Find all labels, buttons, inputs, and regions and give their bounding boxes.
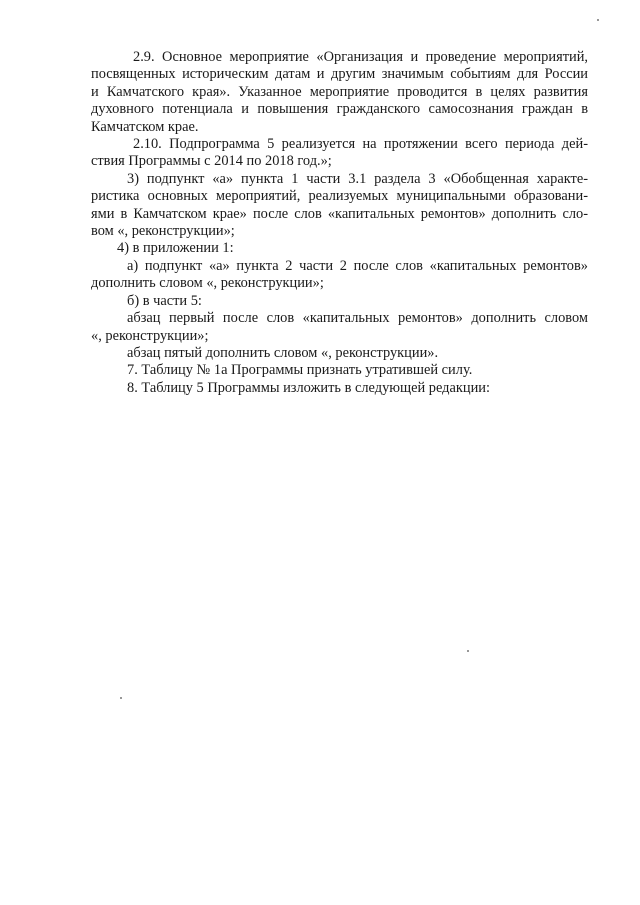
paragraph-line: а) подпункт «а» пункта 2 части 2 после слов «капитальных ремонтов» [127,257,588,274]
paragraph-line: вом «, реконструкции»; [91,223,235,240]
paragraph-line: 8. Таблицу 5 Программы изложить в следующей редакции: [127,379,490,396]
paragraph-item-4 [91,240,588,257]
paragraph-item-8 [91,380,588,397]
paragraph-line: 3) подпункт «а» пункта 1 части 3.1 раздела 3 «Обобщенная характе- [127,170,588,187]
paragraph-line: ями в Камчатском крае» после слов «капитальных ремонтов» дополнить сло- [91,205,588,222]
scan-speck [467,650,469,652]
paragraph-line: духовного потенциала и повышения гражданского самосознания граждан в [91,101,588,118]
paragraph-line: посвященных историческим датам и другим значимым событиям для России [91,66,588,83]
paragraph-2-10 [91,136,588,171]
paragraph-abzac-fifth [91,345,588,362]
paragraph-abzac-first [91,310,588,345]
document-body [91,49,588,397]
paragraph-line: абзац пятый дополнить словом «, реконструкции». [127,344,439,361]
paragraph-line: ристика основных мероприятий, реализуемых муниципальными образовани- [91,188,588,205]
paragraph-line: абзац первый после слов «капитальных ремонтов» дополнить словом [127,310,588,327]
paragraph-2-9 [91,49,588,136]
paragraph-line: дополнить словом «, реконструкции»; [91,275,324,292]
paragraph-item-4b [91,293,588,310]
paragraph-line: «, реконструкции»; [91,327,209,344]
paragraph-line: 2.10. Подпрограмма 5 реализуется на протяжении всего периода дей- [133,136,588,153]
scan-speck [120,697,122,699]
paragraph-item-7 [91,362,588,379]
paragraph-line: б) в части 5: [127,292,202,309]
scan-speck [597,19,599,21]
paragraph-line: 2.9. Основное мероприятие «Организация и проведение мероприятий, [133,49,588,65]
paragraph-item-3 [91,171,588,241]
paragraph-line: и Камчатского края». Указанное мероприятие проводится в целях развития [91,83,588,100]
paragraph-item-4a [91,258,588,293]
paragraph-line: ствия Программы с 2014 по 2018 год.»; [91,153,332,170]
paragraph-line: 7. Таблицу № 1а Программы признать утратившей силу. [127,362,473,379]
paragraph-line: 4) в приложении 1: [117,240,234,257]
paragraph-line: Камчатском крае. [91,118,199,135]
